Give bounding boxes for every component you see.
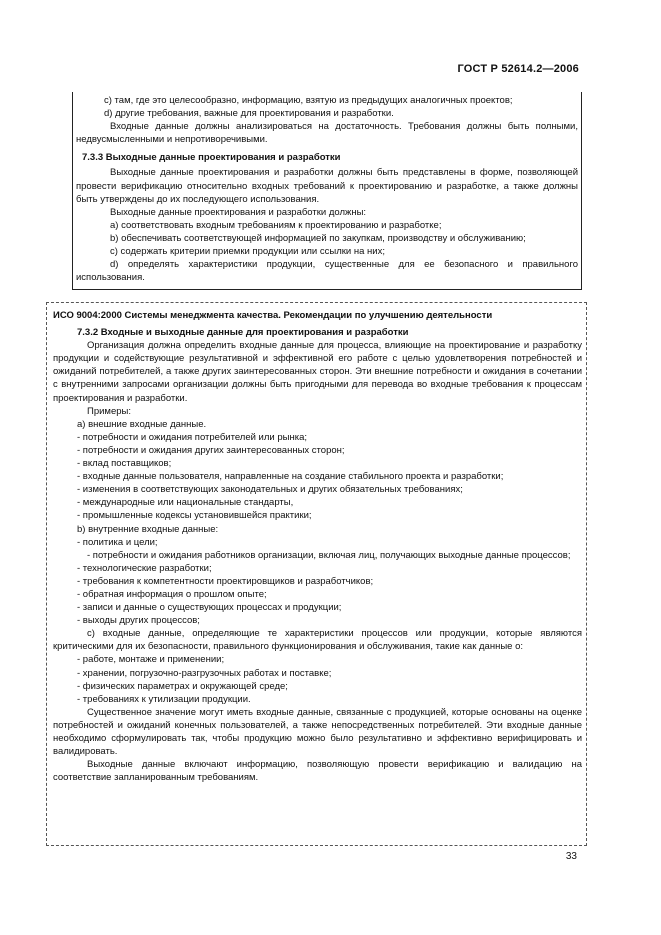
list-item: - требования к компетентности проектировщиков и разработчиков; [77, 575, 374, 587]
list-item: - записи и данные о существующих процессах и продукции; [77, 602, 342, 614]
items-top-list [76, 94, 578, 120]
paragraph-input-analysis: Входные данные должны анализироваться на достаточность. Требования должны быть полными, недвусмысленными и непротиворечивыми. [76, 121, 578, 146]
paragraph-critical-inputs: c) входные данные, определяющие те характеристики процессов или продукции, которые являются критическими для их безопасности, правильного функционирования и обслуживания, такие как данные о: [53, 628, 582, 653]
list-title: a) внешние входные данные. [77, 418, 207, 430]
list-title: b) внутренние входные данные: [77, 523, 219, 535]
list-item: - потребности и ожидания других заинтересованных сторон; [77, 444, 345, 456]
external-inputs-list [53, 418, 582, 549]
iso-standard-title: ИСО 9004:2000 Системы менеджмента качества. Рекомендации по улучшению деятельности [53, 310, 493, 321]
list-item: - физических параметрах и окружающей среде; [77, 680, 288, 692]
paragraph-significant-inputs: Существенное значение могут иметь входные данные, связанные с продукцией, которые основаны на оценке потребностей и ожиданий конечных пользователей, а также непосредственных потребителей. Эти входные данные необходимо сформулировать так, чтобы продукцию можно было результативно и эффективно верифицировать и валидировать. [53, 706, 582, 758]
paragraph-outputs: Выходные данные включают информацию, позволяющую провести верификацию и валидацию на соответствие запланированным требованиям. [53, 759, 582, 784]
list-item: a) соответствовать входным требованиям к проектированию и разработке; [110, 219, 442, 231]
list-item: c) там, где это целесообразно, информацию, взятую из предыдущих аналогичных проектов; [104, 95, 513, 106]
list-item: - работе, монтаже и применении; [77, 654, 225, 666]
list-item: - выходы других процессов; [77, 615, 200, 627]
list-item: - требованиях к утилизации продукции. [77, 693, 251, 705]
paragraph-organization: Организация должна определить входные данные для процесса, влияющие на проектирование и разработку продукции и содействующие результативной и эффективной его работе с целью удовлетворения потребностей и ожиданий потребителей, а также других заинтересованных сторон. Эти внешние потребности и ожидания в сочетании с внутренними запросами организации должны быть пригодными для перевода во входные требования к процессам проектирования и разработки. [53, 340, 582, 404]
list-item: - изменения в соответствующих законодательных и других обязательных требованиях; [77, 484, 463, 496]
internal-inputs-list [53, 562, 582, 627]
iso-text-box [46, 302, 587, 846]
critical-inputs-list [53, 653, 582, 705]
list-item: - входные данные пользователя, направленные на создание стабильного проекта и разработки; [77, 471, 504, 483]
list-item: c) содержать критерии приемки продукции или ссылки на них; [110, 246, 385, 258]
paragraph-output-must: Выходные данные проектирования и разработки должны: [110, 206, 367, 218]
list-item: - обратная информация о прошлом опыте; [77, 588, 267, 600]
gost-text-box [72, 92, 582, 290]
list-item-long: - потребности и ожидания работников организации, включая лиц, получающих выходные данные процессов; [87, 549, 571, 561]
examples-label: Примеры: [87, 405, 131, 417]
list-item: - политика и цели; [77, 536, 158, 548]
page-number: 33 [565, 851, 577, 862]
section-title-7-3-3: 7.3.3 Выходные данные проектирования и разработки [82, 152, 341, 164]
document-header: ГОСТ Р 52614.2—2006 [457, 63, 579, 75]
section-title-7-3-2: 7.3.2 Входные и выходные данные для проектирования и разработки [77, 327, 409, 339]
list-item: - вклад поставщиков; [77, 458, 172, 470]
list-item: b) обеспечивать соответствующей информацией по закупкам, производству и обслуживанию; [110, 232, 526, 244]
list-item: d) определять характеристики продукции, существенные для ее безопасного и правильного использования. [76, 259, 578, 284]
list-item: - хранении, погрузочно-разгрузочных работах и поставке; [77, 667, 332, 679]
list-item: - технологические разработки; [77, 562, 212, 574]
list-item: - международные или национальные стандарты, [77, 497, 294, 509]
list-item: - потребности и ожидания потребителей или рынка; [77, 431, 308, 443]
list-item: d) другие требования, важные для проектирования и разработки. [104, 108, 394, 120]
list-item: - промышленные кодексы установившейся практики; [77, 510, 312, 522]
paragraph-output: Выходные данные проектирования и разработки должны быть представлены в форме, позволяющей провести верификацию относительно входных требований к проектированию и разработке, а также должны быть утверждены до их последующего использования. [76, 167, 578, 205]
